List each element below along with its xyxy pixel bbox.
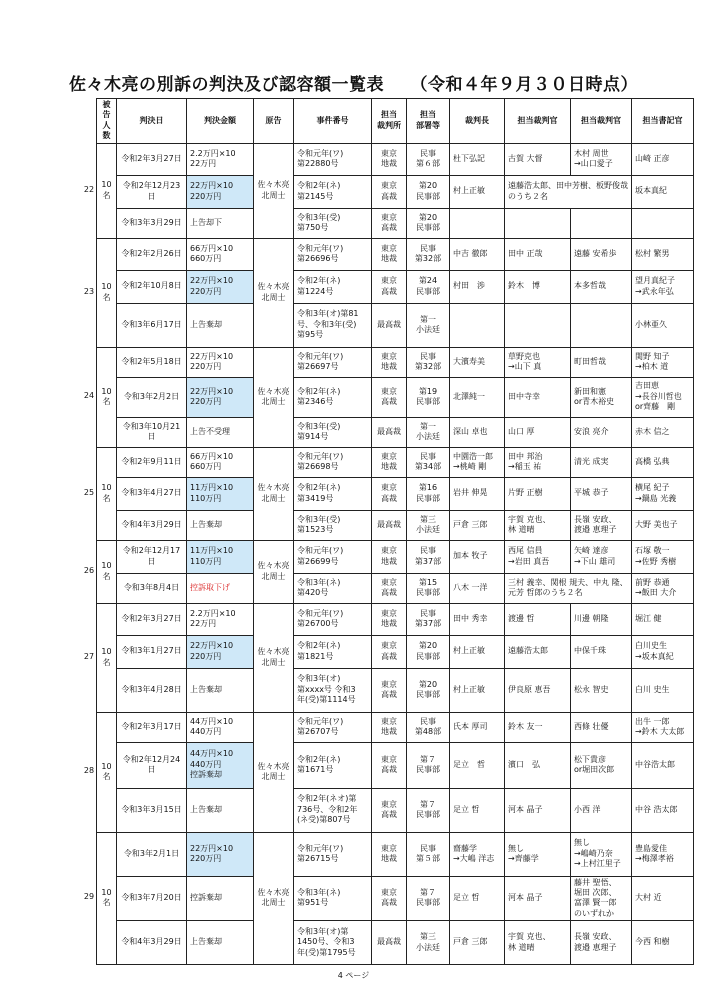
plaintiff: 佐々木亮 北周士 xyxy=(254,347,294,447)
judgment-amount xyxy=(187,540,254,573)
plaintiff: 佐々木亮 北周士 xyxy=(254,712,294,832)
cell-dept: 民事 第37部 xyxy=(407,603,450,635)
cell-dept: 第一 小法廷 xyxy=(407,303,450,347)
cell-court: 東京 高裁 xyxy=(372,270,407,303)
column-header: 事件番号 xyxy=(294,99,372,144)
cell-case: 令和3年(オ)第81 号、令和3年(受) 第95号 xyxy=(294,303,372,347)
cell-j1: 草野克也 →山下 真 xyxy=(505,347,571,377)
cell-dept: 第７ 民事部 xyxy=(407,788,450,832)
cell-court: 東京 高裁 xyxy=(372,635,407,668)
cell-clerk: 横尾 紀子 →鍋島 光義 xyxy=(632,477,694,510)
cell-chief: 加本 牧子 xyxy=(450,540,505,573)
judgment-date: 令和3年4月27日 xyxy=(117,477,187,510)
cell-j1: 鈴木 友一 xyxy=(505,712,571,742)
page-number: 4 ページ xyxy=(337,971,370,980)
judgment-amount-text: 22万円×10 220万円 xyxy=(190,181,234,201)
plaintiff: 佐々木亮 北周士 xyxy=(254,447,294,540)
cell-court: 最高裁 xyxy=(372,510,407,540)
cell-case: 令和2年(ネ) 第3419号 xyxy=(294,477,372,510)
judgment-amount xyxy=(187,832,254,876)
table-row xyxy=(97,303,694,347)
case-group-number: 29 xyxy=(83,892,95,901)
table-row xyxy=(97,143,694,175)
plaintiff: 佐々木亮 北周士 xyxy=(254,603,294,712)
cell-j2: 安浪 亮介 xyxy=(571,417,632,447)
cell-j2 xyxy=(571,208,632,238)
cell-j1: 田中 邦治 →稲玉 祐 xyxy=(505,447,571,477)
cell-court: 東京 高裁 xyxy=(372,208,407,238)
cell-case: 令和3年(受) 第914号 xyxy=(294,417,372,447)
cell-clerk: 大野 美也子 xyxy=(632,510,694,540)
cell-clerk: 堀江 健 xyxy=(632,603,694,635)
cell-dept: 第一 小法廷 xyxy=(407,417,450,447)
cell-court: 東京 地裁 xyxy=(372,540,407,573)
cell-case: 令和元年(ワ) 第26697号 xyxy=(294,347,372,377)
judgment-amount: 66万円×10 660万円 xyxy=(187,238,254,270)
defendant-count: 10 名 xyxy=(97,143,117,238)
cell-clerk: 出牛 一郎 →鈴木 大太郎 xyxy=(632,712,694,742)
cell-clerk: 石塚 敬一 →佐野 秀樹 xyxy=(632,540,694,573)
judgment-date: 令和4年3月29日 xyxy=(117,510,187,540)
defendant-count: 10 名 xyxy=(97,238,117,347)
cell-court: 東京 高裁 xyxy=(372,876,407,921)
plaintiff: 佐々木亮 北周士 xyxy=(254,143,294,238)
judgment-date: 令和3年7月20日 xyxy=(117,876,187,921)
cell-j1: 田中 正哉 xyxy=(505,238,571,270)
table-row xyxy=(97,712,694,742)
cell-chief xyxy=(450,208,505,238)
cell-clerk: 松村 繁男 xyxy=(632,238,694,270)
cell-dept: 民事 第32部 xyxy=(407,347,450,377)
judgment-date: 令和3年10月21日 xyxy=(117,417,187,447)
cell-case: 令和2年(ネオ)第 736号、令和2年 (ネ受)第807号 xyxy=(294,788,372,832)
case-group-number: 26 xyxy=(83,565,95,575)
cell-dept: 第24 民事部 xyxy=(407,270,450,303)
cell-court: 東京 地裁 xyxy=(372,238,407,270)
cell-j2: 小西 洋 xyxy=(571,788,632,832)
defendant-count: 10 名 xyxy=(97,832,117,965)
cell-j2: 長嶺 安政、 渡邉 恵理子 xyxy=(571,921,632,965)
table-row xyxy=(97,876,694,921)
cell-dept: 第20 民事部 xyxy=(407,635,450,668)
table-row xyxy=(97,477,694,510)
judgment-amount xyxy=(187,270,254,303)
cell-case: 令和3年(オ)第 1450号、令和3 年(受)第1795号 xyxy=(294,921,372,965)
cell-chief: 田中 秀幸 xyxy=(450,603,505,635)
defendant-count: 10 名 xyxy=(97,347,117,447)
cell-j2: 藤井 聖悟、 堀田 次郎、 富澤 賢一郎 のいずれか xyxy=(571,876,632,921)
table-row xyxy=(97,635,694,668)
table-row xyxy=(97,377,694,417)
cell-case: 令和2年(ネ) 第1224号 xyxy=(294,270,372,303)
judgment-amount: 上告棄却 xyxy=(187,303,254,347)
table-row xyxy=(97,510,694,540)
cell-clerk: 関野 知子 →柏木 道 xyxy=(632,347,694,377)
judgment-date: 令和3年2月1日 xyxy=(117,832,187,876)
cell-j1: 鈴木 博 xyxy=(505,270,571,303)
cell-clerk: 前野 恭通 →飯田 大介 xyxy=(632,573,694,603)
column-header: 担当裁判官 xyxy=(505,99,571,144)
cell-dept: 民事 第37部 xyxy=(407,540,450,573)
judgment-amount: 上告却下 xyxy=(187,208,254,238)
judgment-date: 令和3年1月27日 xyxy=(117,635,187,668)
cell-case: 令和2年(ネ) 第1671号 xyxy=(294,742,372,788)
cell-j1: 無し →齊藤学 xyxy=(505,832,571,876)
judgment-amount-text: 22万円×10 220万円 xyxy=(190,276,234,296)
cell-court: 東京 地裁 xyxy=(372,347,407,377)
table-row xyxy=(97,270,694,303)
cell-j1: 宇賀 克也、 林 道晴 xyxy=(505,921,571,965)
defendant-count: 10 名 xyxy=(97,447,117,540)
judgment-date: 令和2年12月17日 xyxy=(117,540,187,573)
cell-court: 最高裁 xyxy=(372,417,407,447)
cell-chief xyxy=(450,303,505,347)
cell-chief: 中園浩一郎 →桃崎 剛 xyxy=(450,447,505,477)
table-row xyxy=(97,540,694,573)
judgment-date: 令和2年2月26日 xyxy=(117,238,187,270)
case-group-number: 22 xyxy=(83,184,95,194)
judgment-date: 令和2年3月17日 xyxy=(117,712,187,742)
cell-court: 東京 高裁 xyxy=(372,573,407,603)
cell-chief: 足立 哲 xyxy=(450,742,505,788)
table-row xyxy=(97,238,694,270)
cell-dept: 第15 民事部 xyxy=(407,573,450,603)
table-body xyxy=(97,143,694,965)
judgment-amount xyxy=(187,635,254,668)
cell-j1: 遠藤浩太郎、田中芳樹、板野俊哉 のうち２名 xyxy=(505,175,632,208)
cell-dept: 第三 小法廷 xyxy=(407,510,450,540)
cell-court: 東京 地裁 xyxy=(372,712,407,742)
cell-court: 東京 地裁 xyxy=(372,832,407,876)
cell-j2: 本多哲哉 xyxy=(571,270,632,303)
cell-clerk: 中谷 浩太郎 xyxy=(632,788,694,832)
judgment-date: 令和3年8月4日 xyxy=(117,573,187,603)
cell-j1: 古賀 大督 xyxy=(505,143,571,175)
cell-case: 令和元年(ワ) 第26707号 xyxy=(294,712,372,742)
judgment-date: 令和3年3月15日 xyxy=(117,788,187,832)
cell-chief: 岩井 伸晃 xyxy=(450,477,505,510)
cell-dept: 民事 第６部 xyxy=(407,143,450,175)
defendant-count: 10 名 xyxy=(97,603,117,712)
table-row xyxy=(97,832,694,876)
cell-clerk: 望月真紀子 →武永年弘 xyxy=(632,270,694,303)
table-row xyxy=(97,208,694,238)
cell-chief: 八木 一洋 xyxy=(450,573,505,603)
plaintiff: 佐々木亮 北周士 xyxy=(254,238,294,347)
judgment-date: 令和3年6月17日 xyxy=(117,303,187,347)
cell-chief: 村上正敏 xyxy=(450,175,505,208)
cell-j1 xyxy=(505,208,571,238)
cell-j1: 伊良原 恵吾 xyxy=(505,668,571,712)
cell-chief: 戸倉 三郎 xyxy=(450,510,505,540)
table-row xyxy=(97,417,694,447)
cell-j1: 山口 厚 xyxy=(505,417,571,447)
judgment-date: 令和3年2月2日 xyxy=(117,377,187,417)
cell-chief: 村田 渉 xyxy=(450,270,505,303)
cell-dept: 第三 小法廷 xyxy=(407,921,450,965)
cell-dept: 第20 民事部 xyxy=(407,668,450,712)
judgment-amount xyxy=(187,477,254,510)
judgment-amount: 上告棄却 xyxy=(187,921,254,965)
table-row xyxy=(97,175,694,208)
cell-clerk: 赤木 信之 xyxy=(632,417,694,447)
cell-court: 東京 高裁 xyxy=(372,668,407,712)
cell-dept: 第20 民事部 xyxy=(407,175,450,208)
cell-dept: 第16 民事部 xyxy=(407,477,450,510)
cell-dept: 第20 民事部 xyxy=(407,208,450,238)
cell-court: 東京 地裁 xyxy=(372,143,407,175)
defendant-count: 10 名 xyxy=(97,712,117,832)
cell-j1: 宇賀 克也、 林 道晴 xyxy=(505,510,571,540)
cell-clerk: 今西 和樹 xyxy=(632,921,694,965)
judgment-amount-text: 22万円×10 220万円 xyxy=(190,386,234,407)
judgment-date: 令和2年5月18日 xyxy=(117,347,187,377)
judgment-amount xyxy=(187,377,254,417)
page-title: 佐々木亮の別訴の判決及び認容額一覧表 （令和４年９月３０日時点） xyxy=(69,75,638,95)
cell-j2: 遠藤 安希歩 xyxy=(571,238,632,270)
cell-court: 東京 地裁 xyxy=(372,447,407,477)
cell-clerk: 山崎 正彦 xyxy=(632,143,694,175)
cell-j1: 西尾 信員 →岩田 真吾 xyxy=(505,540,571,573)
cell-clerk: 白川 史生 xyxy=(632,668,694,712)
cell-court: 最高裁 xyxy=(372,303,407,347)
table-row xyxy=(97,921,694,965)
cell-chief: 戸倉 三郎 xyxy=(450,921,505,965)
table-row xyxy=(97,573,694,603)
cell-j2: 矢崎 達彦 →下山 雄司 xyxy=(571,540,632,573)
cell-clerk: 高橋 弘典 xyxy=(632,447,694,477)
cell-j2: 清光 成実 xyxy=(571,447,632,477)
cell-j2: 無し →嶋崎乃奈 →上村江里子 xyxy=(571,832,632,876)
plaintiff: 佐々木亮 北周士 xyxy=(254,832,294,965)
judgment-amount: 2.2万円×10 22万円 xyxy=(187,143,254,175)
cell-j2: 松下貴彦 or堀田次郎 xyxy=(571,742,632,788)
cell-case: 令和元年(ワ) 第26715号 xyxy=(294,832,372,876)
judgment-amount: 上告不受理 xyxy=(187,417,254,447)
cell-clerk: 大村 近 xyxy=(632,876,694,921)
cell-clerk: 坂本真紀 xyxy=(632,175,694,208)
cell-case: 令和元年(ワ) 第22880号 xyxy=(294,143,372,175)
cell-j2: 平城 恭子 xyxy=(571,477,632,510)
column-header: 被告 人数 xyxy=(97,99,117,144)
cell-j2: 長嶺 安政、 渡邉 恵理子 xyxy=(571,510,632,540)
table-row xyxy=(97,668,694,712)
judgment-amount: 上告棄却 xyxy=(187,668,254,712)
judgment-amount xyxy=(187,742,254,788)
cell-j2: 西條 壮優 xyxy=(571,712,632,742)
judgment-amount-text: 22万円×10 220万円 xyxy=(190,641,234,661)
cell-j1: 三村 義幸、関根 規夫、中丸 隆、 元芳 哲郎のうち２名 xyxy=(505,573,632,603)
cell-case: 令和3年(受) 第1523号 xyxy=(294,510,372,540)
cell-j1: 渡邊 哲 xyxy=(505,603,571,635)
judgment-date: 令和3年4月28日 xyxy=(117,668,187,712)
judgment-amount: 上告棄却 xyxy=(187,510,254,540)
cell-court: 東京 高裁 xyxy=(372,477,407,510)
column-header: 担当 部署等 xyxy=(407,99,450,144)
judgment-amount: 66万円×10 660万円 xyxy=(187,447,254,477)
cell-court: 東京 高裁 xyxy=(372,175,407,208)
cell-clerk: 豊島愛佳 →梅澤孝裕 xyxy=(632,832,694,876)
cell-j2: 木村 周世 →山口愛子 xyxy=(571,143,632,175)
judgment-amount: 44万円×10 440万円 xyxy=(187,712,254,742)
judgment-amount-text: 11万円×10 110万円 xyxy=(190,483,234,503)
cell-dept: 第７ 民事部 xyxy=(407,742,450,788)
cell-clerk: 小林亜久 xyxy=(632,303,694,347)
cell-case: 令和2年(ネ) 第2346号 xyxy=(294,377,372,417)
cell-clerk xyxy=(632,208,694,238)
judgment-amount: 上告棄却 xyxy=(187,788,254,832)
cell-dept: 民事 第34部 xyxy=(407,447,450,477)
column-header: 判決金額 xyxy=(187,99,254,144)
judgment-amount: 2.2万円×10 22万円 xyxy=(187,603,254,635)
cell-clerk: 白川史生 →坂本真紀 xyxy=(632,635,694,668)
cell-j2 xyxy=(571,303,632,347)
cell-chief: 村上正敏 xyxy=(450,668,505,712)
cell-court: 東京 高裁 xyxy=(372,742,407,788)
cell-case: 令和3年(受) 第750号 xyxy=(294,208,372,238)
table-row xyxy=(97,347,694,377)
column-header: 担当裁判官 xyxy=(571,99,632,144)
cell-j1: 濱口 弘 xyxy=(505,742,571,788)
table-row xyxy=(97,788,694,832)
cell-court: 東京 高裁 xyxy=(372,377,407,417)
cell-case: 令和2年(ネ) 第1821号 xyxy=(294,635,372,668)
column-header: 担当 裁判所 xyxy=(372,99,407,144)
table-row xyxy=(97,447,694,477)
cell-dept: 第19 民事部 xyxy=(407,377,450,417)
table-row xyxy=(97,742,694,788)
cell-j2: 新田和憲 or青木裕史 xyxy=(571,377,632,417)
judgment-amount: 控訴取下げ xyxy=(187,573,254,603)
judgment-date: 令和2年3月27日 xyxy=(117,603,187,635)
cell-case: 令和元年(ワ) 第26700号 xyxy=(294,603,372,635)
column-header: 原告 xyxy=(254,99,294,144)
column-header: 担当書記官 xyxy=(632,99,694,144)
cell-dept: 民事 第48部 xyxy=(407,712,450,742)
cell-chief: 大濱寿美 xyxy=(450,347,505,377)
case-group-number: 28 xyxy=(83,766,95,775)
cell-chief: 足立 哲 xyxy=(450,788,505,832)
cell-case: 令和元年(ワ) 第26696号 xyxy=(294,238,372,270)
column-header: 裁判長 xyxy=(450,99,505,144)
judgment-amount: 22万円×10 220万円 xyxy=(187,347,254,377)
cell-chief: 氏本 厚司 xyxy=(450,712,505,742)
cell-court: 最高裁 xyxy=(372,921,407,965)
cell-dept: 民事 第５部 xyxy=(407,832,450,876)
judgment-amount: 控訴棄却 xyxy=(187,876,254,921)
cell-case: 令和3年(ネ) 第420号 xyxy=(294,573,372,603)
case-group-number: 23 xyxy=(83,286,95,296)
cell-chief: 中吉 徹郎 xyxy=(450,238,505,270)
table-row xyxy=(97,603,694,635)
case-group-number: 24 xyxy=(83,391,95,400)
cell-chief: 齋藤学 →大嶋 洋志 xyxy=(450,832,505,876)
cell-j1: 片野 正樹 xyxy=(505,477,571,510)
cell-court: 東京 地裁 xyxy=(372,603,407,635)
cell-case: 令和元年(ワ) 第26699号 xyxy=(294,540,372,573)
judgment-amount-text: 11万円×10 110万円 xyxy=(190,546,234,566)
judgment-amount-text: 44万円×10 440万円 控訴棄却 xyxy=(190,749,234,780)
cell-j2: 中保千珠 xyxy=(571,635,632,668)
judgment-date: 令和2年12月23日 xyxy=(117,175,187,208)
cell-j2: 松永 智史 xyxy=(571,668,632,712)
cell-j1: 河本 晶子 xyxy=(505,788,571,832)
cell-case: 令和元年(ワ) 第26698号 xyxy=(294,447,372,477)
judgment-date: 令和2年10月8日 xyxy=(117,270,187,303)
judgment-date: 令和2年3月27日 xyxy=(117,143,187,175)
cell-chief: 足立 哲 xyxy=(450,876,505,921)
cell-j2: 川邊 朝隆 xyxy=(571,603,632,635)
judgment-amount xyxy=(187,175,254,208)
cell-dept: 第７ 民事部 xyxy=(407,876,450,921)
cell-chief: 村上正敏 xyxy=(450,635,505,668)
cell-j1: 遠藤浩太郎 xyxy=(505,635,571,668)
cell-chief: 深山 卓也 xyxy=(450,417,505,447)
case-group-number: 25 xyxy=(83,487,95,497)
column-header: 判決日 xyxy=(117,99,187,144)
judgment-date: 令和3年3月29日 xyxy=(117,208,187,238)
plaintiff: 佐々木亮 北周士 xyxy=(254,540,294,603)
cell-court: 東京 高裁 xyxy=(372,788,407,832)
cell-case: 令和2年(ネ) 第2145号 xyxy=(294,175,372,208)
cell-j1: 河本 晶子 xyxy=(505,876,571,921)
judgment-date: 令和2年9月11日 xyxy=(117,447,187,477)
cell-chief: 北澤純一 xyxy=(450,377,505,417)
judgment-table xyxy=(96,98,694,965)
judgment-amount-text: 22万円×10 220万円 xyxy=(190,843,234,864)
cell-case: 令和3年(オ) 第xxxx号 令和3 年(受)第1114号 xyxy=(294,668,372,712)
cell-clerk: 吉田恵 →長谷川哲也 or齊藤 剛 xyxy=(632,377,694,417)
cell-dept: 民事 第32部 xyxy=(407,238,450,270)
judgment-date: 令和2年12月24日 xyxy=(117,742,187,788)
case-group-number: 27 xyxy=(83,651,95,661)
cell-case: 令和3年(ネ) 第951号 xyxy=(294,876,372,921)
cell-chief: 杜下弘記 xyxy=(450,143,505,175)
table-header-row xyxy=(97,99,694,144)
defendant-count: 10 名 xyxy=(97,540,117,603)
cell-clerk: 中谷浩太郎 xyxy=(632,742,694,788)
cell-j2: 町田哲哉 xyxy=(571,347,632,377)
judgment-date: 令和4年3月29日 xyxy=(117,921,187,965)
cell-j1: 田中寺幸 xyxy=(505,377,571,417)
cell-j1 xyxy=(505,303,571,347)
